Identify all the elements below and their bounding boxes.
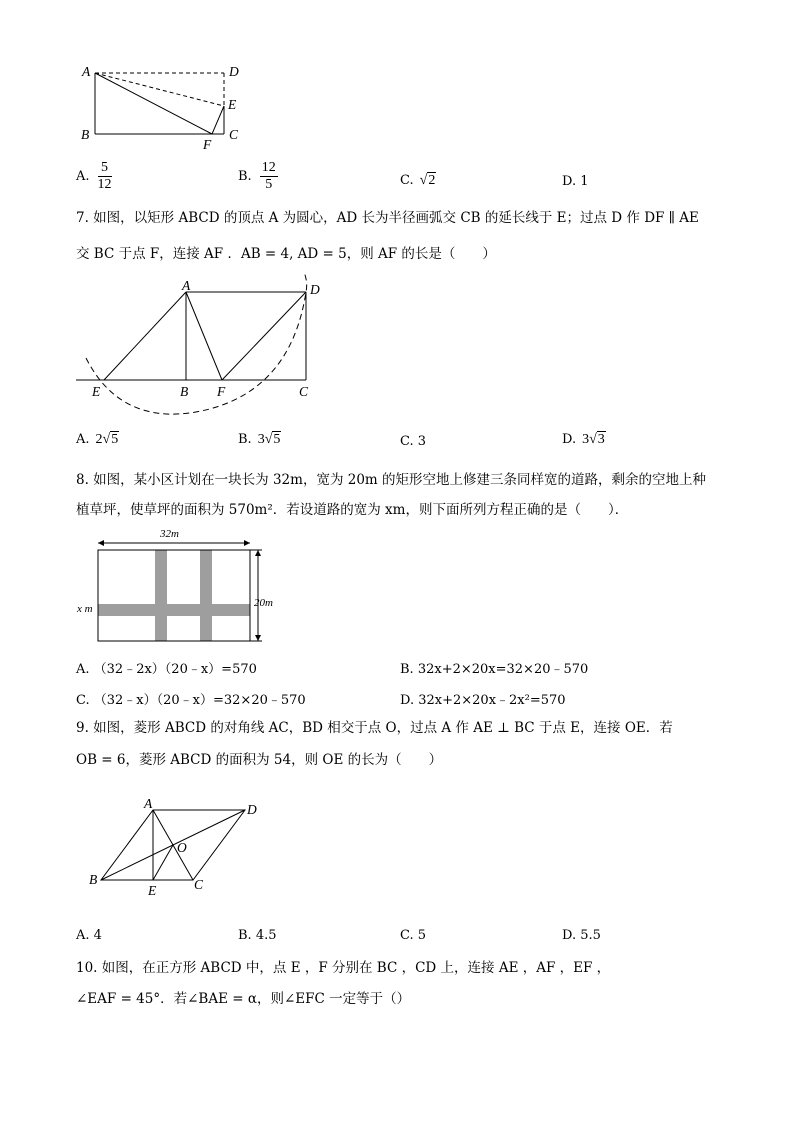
q8-option-c[interactable]: C. （32﹣x）（20﹣x）=32×20﹣570 — [76, 693, 306, 708]
q9-figure — [0, 0, 794, 160]
q9-option-b[interactable]: B. 4.5 — [238, 928, 277, 943]
q9-label-d: D — [247, 802, 257, 817]
q8-option-d[interactable]: D. 32x+2×20x﹣2x²=570 — [400, 693, 566, 708]
q10-stem-line2: ∠EAF = 45°．若∠BAE = α，则∠EFC 一定等于（） — [76, 991, 411, 1007]
q8-road-width-label: x m — [77, 603, 93, 615]
q6-option-c[interactable]: C. √2 — [400, 173, 436, 188]
q9-option-a[interactable]: A. 4 — [76, 928, 102, 943]
q9-option-d[interactable]: D. 5.5 — [562, 928, 601, 943]
q6-label-e: E — [228, 97, 237, 112]
q6-label-f: F — [203, 137, 212, 152]
q10-stem-line1: 10. 如图，在正方形 ABCD 中，点 E ，F 分别在 BC ，CD 上，连接 AE ，AF ，EF ， — [76, 960, 611, 976]
q6-option-a[interactable]: A. $\frac{5}{12}$ — [76, 160, 112, 192]
q6-label-b: B — [81, 127, 90, 142]
q9-stem-line1: 9. 如图，菱形 ABCD 的对角线 AC，BD 相交于点 O，过点 A 作 AE ⊥ BC 于点 E，连接 OE．若 — [76, 720, 673, 736]
fraction: $\frac{5}{12}$ — [97, 160, 112, 192]
q6-label-c: C — [229, 127, 239, 142]
q7-label-d: D — [310, 282, 320, 297]
q9-label-e: E — [148, 883, 157, 898]
q9-label-a: A — [144, 796, 153, 811]
q6-option-d[interactable]: D. 1 — [562, 174, 589, 189]
q8-option-b[interactable]: B. 32x+2×20x=32×20﹣570 — [400, 662, 589, 677]
q6-label-d: D — [229, 64, 239, 79]
q8-width-label: 20m — [254, 597, 273, 609]
q7-stem-line2: 交 BC 于点 F，连接 AF ．AB = 4, AD = 5，则 AF 的长是（ ） — [76, 246, 496, 262]
q7-option-b[interactable]: B. 3√5 — [238, 432, 281, 447]
q9-option-c[interactable]: C. 5 — [400, 928, 427, 943]
q9-label-c: C — [194, 877, 204, 892]
sqrt: √2 — [419, 173, 436, 188]
q7-label-a: A — [182, 278, 191, 293]
q8-length-label: 32m — [160, 528, 179, 540]
q8-stem-line2: 植草坪，使草坪的面积为 570m²．若设道路的宽为 xm，则下面所列方程正确的是（ ）． — [76, 502, 629, 518]
q7-label-e: E — [92, 384, 101, 399]
fraction: $\frac{12}{5}$ — [261, 160, 276, 192]
q7-option-a[interactable]: A. 2√5 — [76, 432, 119, 447]
q6-option-b[interactable]: B. $\frac{12}{5}$ — [238, 160, 276, 192]
q7-label-b: B — [180, 384, 189, 399]
q8-option-a[interactable]: A. （32﹣2x）（20﹣x）=570 — [76, 662, 257, 677]
q7-option-c[interactable]: C. 3 — [400, 434, 427, 449]
q9-label-b: B — [89, 872, 98, 887]
q7-stem-line1: 7. 如图，以矩形 ABCD 的顶点 A 为圆心，AD 长为半径画弧交 CB 的延长线于 E；过点 D 作 DF ∥ AE — [76, 210, 699, 226]
q7-label-c: C — [299, 384, 309, 399]
q6-label-a: A — [82, 64, 91, 79]
q9-stem-line2: OB = 6，菱形 ABCD 的面积为 54，则 OE 的长为（ ） — [76, 752, 443, 768]
q9-label-o: O — [177, 840, 187, 855]
q7-option-d[interactable]: D. 3√3 — [562, 432, 605, 447]
q8-stem-line1: 8. 如图，某小区计划在一块长为 32m，宽为 20m 的矩形空地上修建三条同样宽的道路，剩余的空地上种 — [76, 472, 707, 488]
q7-label-f: F — [217, 384, 226, 399]
